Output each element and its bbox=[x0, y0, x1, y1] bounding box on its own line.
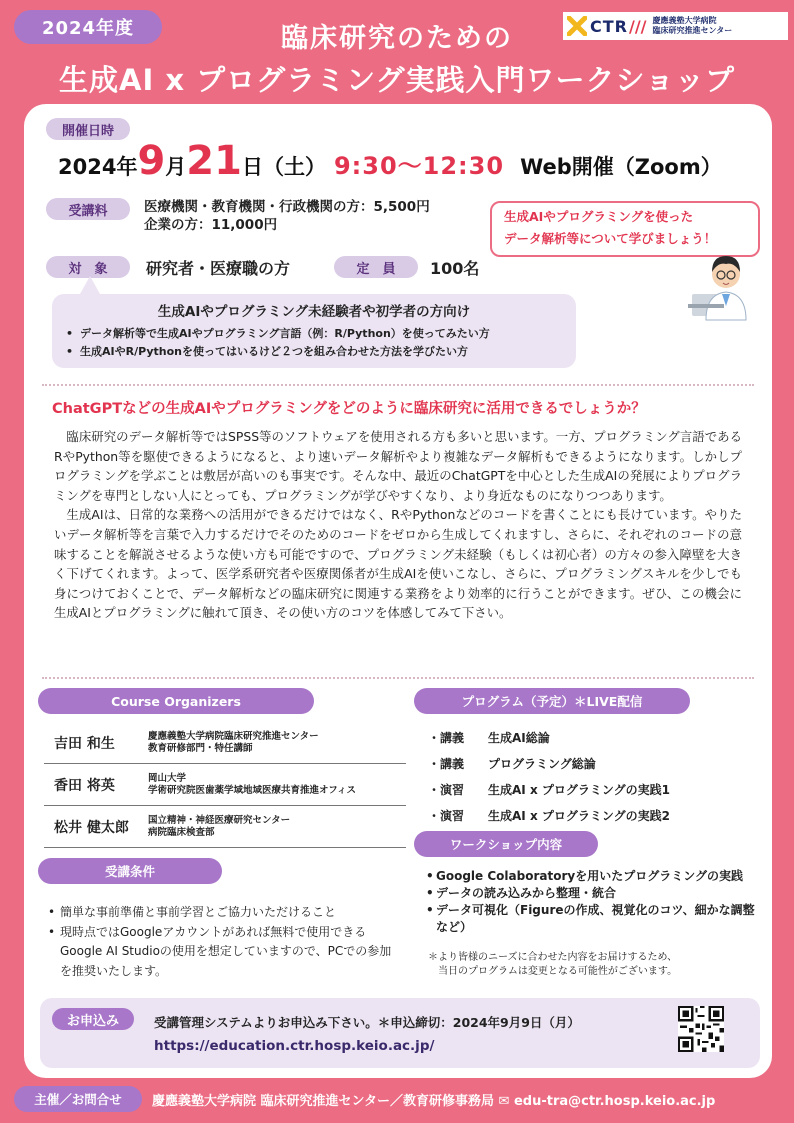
divider bbox=[42, 384, 754, 386]
organizer-name: 香田 将英 bbox=[54, 777, 115, 794]
event-time: 9:30〜12:30 bbox=[333, 152, 505, 180]
event-venue: Web開催（Zoom） bbox=[520, 155, 722, 179]
program-kind: ・ 講義 bbox=[440, 730, 465, 745]
fee-text bbox=[144, 198, 430, 234]
event-day: 21 bbox=[186, 138, 242, 184]
list-item: • 現時点ではGoogleアカウントがあれば無料で使用できるGoogle AI Studioの使用を想定していますので、PCでの参加を推奨いたします。 bbox=[48, 923, 398, 982]
organizer-affil-line1: 慶應義塾大学病院臨床研究推進センター bbox=[148, 730, 319, 742]
logo-slash-icon: /// bbox=[628, 16, 647, 36]
footer-label: 主催／お問合せ bbox=[14, 1086, 142, 1112]
list-item: • 生成AIやR/Pythonを使ってはいるけど２つを組み合わせた方法を学びたい方 bbox=[64, 343, 564, 361]
qr-code-icon bbox=[678, 1006, 724, 1052]
logo-org-line2: 臨床研究推進センター bbox=[652, 26, 733, 35]
program-title: 生成AI x プログラミングの実践1 bbox=[488, 782, 670, 797]
title-line2: 生成AI x プログラミング実践入門ワークショップ bbox=[59, 63, 735, 97]
apply-box bbox=[40, 998, 760, 1068]
target-list bbox=[64, 325, 564, 361]
event-month: 9 bbox=[137, 138, 166, 184]
list-item: • 簡単な事前準備と事前学習とご協力いただけること bbox=[48, 903, 398, 923]
program-title: 生成AI総論 bbox=[488, 730, 550, 745]
note-line1: ＊より皆様のニーズに合わせた内容をお届けするため、 bbox=[428, 952, 678, 963]
list-item bbox=[428, 802, 748, 828]
target-label: 対 象 bbox=[46, 256, 130, 278]
workshop-list bbox=[426, 868, 766, 936]
logo-org-line1: 慶應義塾大学病院 bbox=[652, 16, 717, 25]
organizer-affil-line2: 学術研究院医歯薬学域地域医療共育推進オフィス bbox=[148, 784, 356, 796]
fee-label: 受講料 bbox=[46, 198, 130, 220]
callout-line2: データ解析等について学びましょう！ bbox=[504, 231, 717, 246]
ctr-x-logo-icon bbox=[567, 16, 587, 36]
apply-link[interactable]: https://education.ctr.hosp.keio.ac.jp/ bbox=[154, 1038, 435, 1054]
capacity-value: 100名 bbox=[430, 259, 480, 278]
footer-contact: 慶應義塾大学病院 臨床研究推進センター／教育研修事務局 ✉ edu-tra@ctr.hosp.keio.ac.jp bbox=[152, 1094, 716, 1109]
list-item: • データ解析等で生成AIやプログラミング言語（例：R/Python）を使ってみたい方 bbox=[64, 325, 564, 343]
organizer-affil bbox=[148, 773, 356, 797]
list-item: • データ可視化（Figureの作成、視覚化のコツ、細かな調整など） bbox=[426, 902, 766, 936]
callout-line1: 生成AIやプログラミングを使った bbox=[504, 209, 694, 224]
organizer-row bbox=[44, 806, 406, 848]
logo-org bbox=[653, 16, 733, 36]
conditions-list bbox=[48, 903, 398, 981]
event-date bbox=[58, 138, 722, 184]
program-kind: ・ 演習 bbox=[440, 808, 465, 823]
event-year: 2024年 bbox=[58, 155, 138, 179]
fee-line1: 医療機関・教育機関・行政機関の方：5,500円 bbox=[144, 199, 430, 215]
organizer-affil-line2: 病院臨床検査部 bbox=[148, 826, 215, 838]
organizer-affil bbox=[148, 815, 290, 839]
organizer-row bbox=[44, 722, 406, 764]
note-line2: 当日のプログラムは変更となる可能性がございます。 bbox=[438, 966, 678, 977]
year-badge: 2024年度 bbox=[14, 10, 162, 44]
list-item bbox=[428, 776, 748, 802]
event-day-suffix: 日 bbox=[241, 155, 263, 179]
program-list bbox=[428, 724, 748, 828]
fee-line2: 企業の方：11,000円 bbox=[144, 217, 278, 233]
target-box-title: 生成AIやプログラミング未経験者や初学者の方向け bbox=[157, 304, 471, 320]
organizer-affil bbox=[148, 731, 319, 755]
apply-label: お申込み bbox=[52, 1008, 134, 1030]
event-month-suffix: 月 bbox=[165, 155, 187, 179]
target-value: 研究者・医療職の方 bbox=[146, 259, 291, 278]
program-title: 生成AI x プログラミングの実践2 bbox=[488, 808, 670, 823]
doctor-illustration-icon bbox=[688, 242, 758, 322]
program-label: プログラム（予定）＊LIVE配信 bbox=[414, 688, 690, 714]
program-kind: ・ 講義 bbox=[440, 756, 465, 771]
title-line1: 臨床研究のための bbox=[281, 23, 513, 54]
conditions-label: 受講条件 bbox=[38, 858, 222, 884]
apply-text: 受講管理システムよりお申込み下さい。＊申込締切：2024年9月9日（月） bbox=[154, 1015, 580, 1030]
logo-name: CTR bbox=[590, 16, 628, 36]
organizer-row bbox=[44, 764, 406, 806]
list-item: • Google Colaboratoryを用いたプログラミングの実践 bbox=[426, 868, 766, 885]
list-item bbox=[428, 750, 748, 776]
intro-paragraph-1: 臨床研究のデータ解析等ではSPSS等のソフトウェアを使用される方も多いと思います。一方、プログラミング言語であるRやPython等を駆使できるようになると、より速いデータ解析やより複雑なデータ解析もできるようになります。しかしプログラミングを学ぶことは敷居が高いのも事実です。そんな中、最近のChatGPTを中心とした生成AIの発展によりプログラミングを専門としない人にとっても、プログラミングが学びやすくなり、より身近なものになりつつあります。 bbox=[54, 429, 742, 503]
organizers-label: Course Organizers bbox=[38, 688, 314, 714]
event-weekday: （土） bbox=[262, 155, 326, 179]
program-kind: ・ 演習 bbox=[440, 782, 465, 797]
organizer-affil-line1: 岡山大学 bbox=[148, 772, 187, 784]
date-label: 開催日時 bbox=[46, 118, 130, 140]
intro-question: ChatGPTなどの生成AIやプログラミングをどのように臨床研究に活用できるでしょうか？ bbox=[52, 401, 646, 417]
target-box-pointer bbox=[80, 276, 100, 294]
intro-body bbox=[54, 427, 742, 623]
list-item bbox=[428, 724, 748, 750]
intro-paragraph-2: 生成AIは、日常的な業務への活用ができるだけではなく、RやPythonなどのコードを書くことにも長けています。やりたいデータ解析等を言葉で入力するだけでそのためのコードをゼロから生成してくれますし、さらに、それぞれのコードの意味することを解説させるような使い方も可能ですので、プログラミング未経験（もしくは初心者）の方々の参入障壁を大きく下げてくれます。よって、医学系研究者や医療関係者が生成AIを使いこなし、さらに、プログラミングスキルを少しでも身につけておくことで、データ解析などの臨床研究に関連する業務をより効率的に行うことができます。ぜひ、この機会に生成AIとプログラミングに触れて頂き、その使い方のコツを体感してみて下さい。 bbox=[54, 507, 742, 621]
organizer-affil-line1: 国立精神・神経医療研究センター bbox=[148, 814, 291, 826]
workshop-note bbox=[428, 951, 768, 979]
organizer-name: 吉田 和生 bbox=[54, 735, 115, 752]
organizer-name: 松井 健太郎 bbox=[54, 819, 129, 836]
workshop-label: ワークショップ内容 bbox=[414, 831, 598, 857]
capacity-label: 定 員 bbox=[334, 256, 418, 278]
divider bbox=[42, 677, 754, 679]
ctr-logo bbox=[563, 12, 788, 40]
program-title: プログラミング総論 bbox=[488, 756, 596, 771]
target-box bbox=[52, 294, 576, 368]
organizer-affil-line2: 教育研修部門・特任講師 bbox=[148, 742, 253, 754]
list-item: • データの読み込みから整理・統合 bbox=[426, 885, 766, 902]
